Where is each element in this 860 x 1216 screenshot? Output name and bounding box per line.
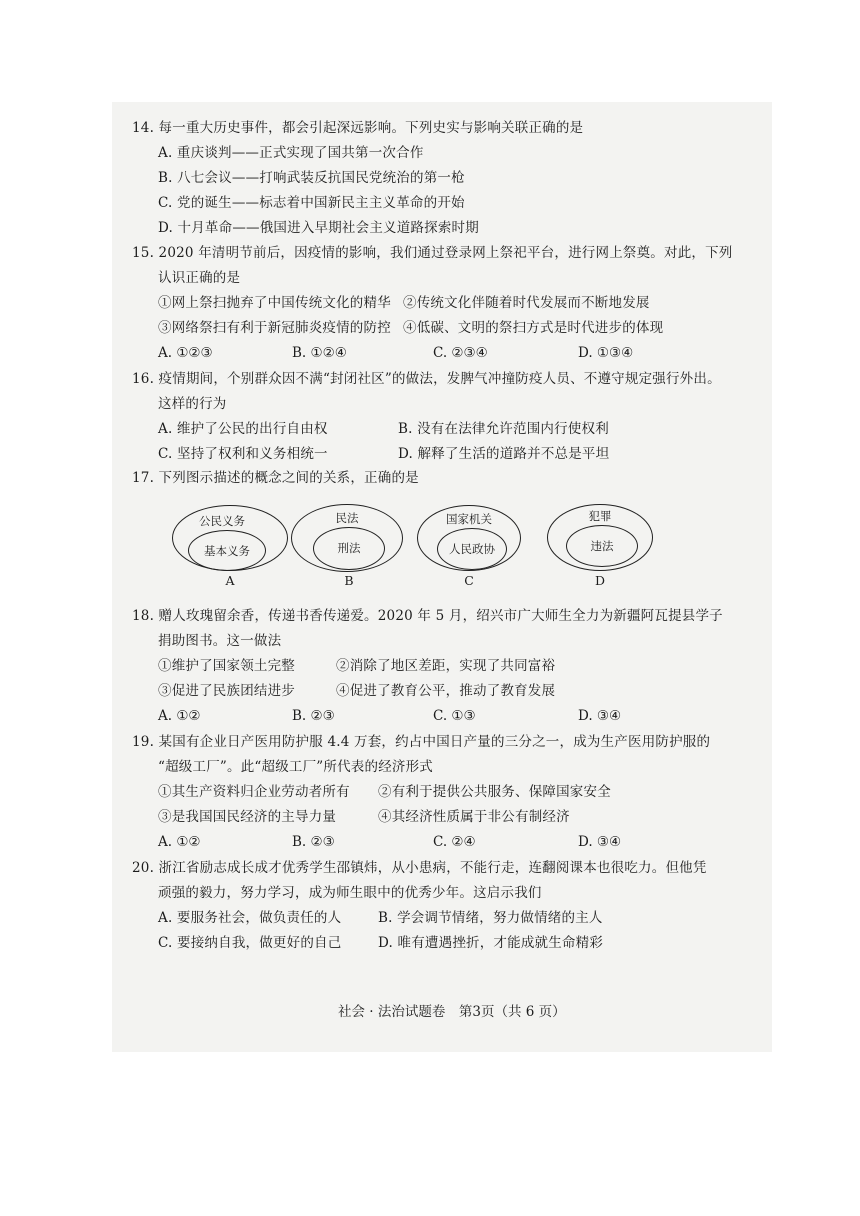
q15-stem-line1: 15. 2020 年清明节前后，因疫情的影响，我们通过登录网上祭祀平台，进行网上祭奠。对此，下列 (132, 245, 733, 261)
q20-stem-line2: 顽强的毅力，努力学习，成为师生眼中的优秀少年。这启示我们 (158, 885, 542, 901)
inner-label: 人民政协 (449, 542, 495, 556)
q18-choice-b: B. ②③ (292, 708, 335, 724)
q19-statement-2: ②有利于提供公共服务、保障国家安全 (378, 784, 611, 800)
outer-label: 民法 (335, 511, 359, 525)
q15-statement-4: ④低碳、文明的祭扫方式是时代进步的体现 (403, 320, 664, 336)
q15-statement-3: ③网络祭扫有利于新冠肺炎疫情的防控 (158, 320, 391, 336)
q15-choice-a: A. ①②③ (158, 345, 213, 361)
q15-stem-line2: 认识正确的是 (158, 270, 241, 286)
q19-statement-3: ③是我国国民经济的主导力量 (158, 809, 337, 825)
diagram-letter: D (594, 573, 606, 588)
q14-option-a: A. 重庆谈判——正式实现了国共第一次合作 (158, 145, 424, 161)
q18-statement-3: ③促进了民族团结进步 (158, 683, 295, 699)
q16-stem-line2: 这样的行为 (158, 396, 227, 412)
q15-statement-1: ①网上祭扫抛弃了中国传统文化的精华 (158, 295, 391, 311)
q18-statement-2: ②消除了地区差距，实现了共同富裕 (336, 658, 556, 674)
q14-option-c: C. 党的诞生——标志着中国新民主主义革命的开始 (158, 195, 465, 211)
q18-statement-4: ④促进了教育公平，推动了教育发展 (336, 683, 556, 699)
q20-option-b: B. 学会调节情绪，努力做情绪的主人 (378, 910, 603, 926)
inner-label: 违法 (590, 539, 614, 553)
q19-stem-line1: 19. 某国有企业日产医用防护服 4.4 万套，约占中国日产量的三分之一，成为生产医用防护服的 (132, 734, 711, 750)
q16-option-b: B. 没有在法律允许范围内行使权利 (398, 421, 609, 437)
outer-label: 国家机关 (446, 512, 492, 526)
inner-label: 基本义务 (204, 544, 250, 558)
q16-option-c: C. 坚持了权利和义务相统一 (158, 446, 328, 462)
q19-choice-d: D. ③④ (578, 834, 622, 850)
q19-choice-a: A. ①② (158, 834, 201, 850)
q14-stem: 14. 每一重大历史事件，都会引起深远影响。下列史实与影响关联正确的是 (132, 120, 584, 136)
inner-label: 刑法 (337, 541, 361, 555)
q20-option-c: C. 要接纳自我，做更好的自己 (158, 935, 342, 951)
q18-choice-c: C. ①③ (433, 708, 476, 724)
q19-stem-line2: “超级工厂”。此“超级工厂”所代表的经济形式 (158, 759, 434, 775)
q20-stem-line1: 20. 浙江省励志成长成才优秀学生邵镇炜，从小患病，不能行走，连翻阅课本也很吃力。但他凭 (132, 860, 707, 876)
q19-statement-1: ①其生产资料归企业劳动者所有 (158, 784, 350, 800)
q18-choice-d: D. ③④ (578, 708, 622, 724)
q19-choice-b: B. ②③ (292, 834, 335, 850)
diagram-letter: C (464, 573, 474, 588)
q20-option-d: D. 唯有遭遇挫折，才能成就生命精彩 (378, 935, 604, 951)
q18-stem-line2: 捐助图书。这一做法 (158, 633, 282, 649)
q17-stem: 17. 下列图示描述的概念之间的关系，正确的是 (132, 470, 419, 486)
q20-option-a: A. 要服务社会，做负责任的人 (158, 910, 342, 926)
q19-choice-c: C. ②④ (433, 834, 476, 850)
q15-statement-2: ②传统文化伴随着时代发展而不断地发展 (403, 295, 650, 311)
q16-stem-line1: 16. 疫情期间，个别群众因不满“封闭社区”的做法，发脾气冲撞防疫人员、不遵守规定强行外出。 (132, 371, 721, 387)
q16-option-d: D. 解释了生活的道路并不总是平坦 (398, 446, 610, 462)
q18-stem-line1: 18. 赠人玫瑰留余香，传递书香传递爱。2020 年 5 月，绍兴市广大师生全力为新疆阿瓦提县学子 (132, 608, 723, 624)
q18-choice-a: A. ①② (158, 708, 201, 724)
q15-choice-c: C. ②③④ (433, 345, 488, 361)
page-footer: 社会 · 法治试题卷 第3页（共 6 页） (338, 1004, 566, 1020)
q15-choice-d: D. ①③④ (578, 345, 634, 361)
q15-choice-b: B. ①②④ (292, 345, 347, 361)
outer-label: 犯罪 (588, 509, 612, 523)
diagram-letter: B (344, 573, 354, 588)
q18-statement-1: ①维护了国家领土完整 (158, 658, 295, 674)
diagram-letter: A (225, 573, 235, 588)
q14-option-b: B. 八七会议——打响武装反抗国民党统治的第一枪 (158, 170, 465, 186)
q14-option-d: D. 十月革命——俄国进入早期社会主义道路探索时期 (158, 220, 479, 236)
q19-statement-4: ④其经济性质属于非公有制经济 (378, 809, 570, 825)
q16-option-a: A. 维护了公民的出行自由权 (158, 421, 328, 437)
outer-label: 公民义务 (199, 514, 245, 528)
